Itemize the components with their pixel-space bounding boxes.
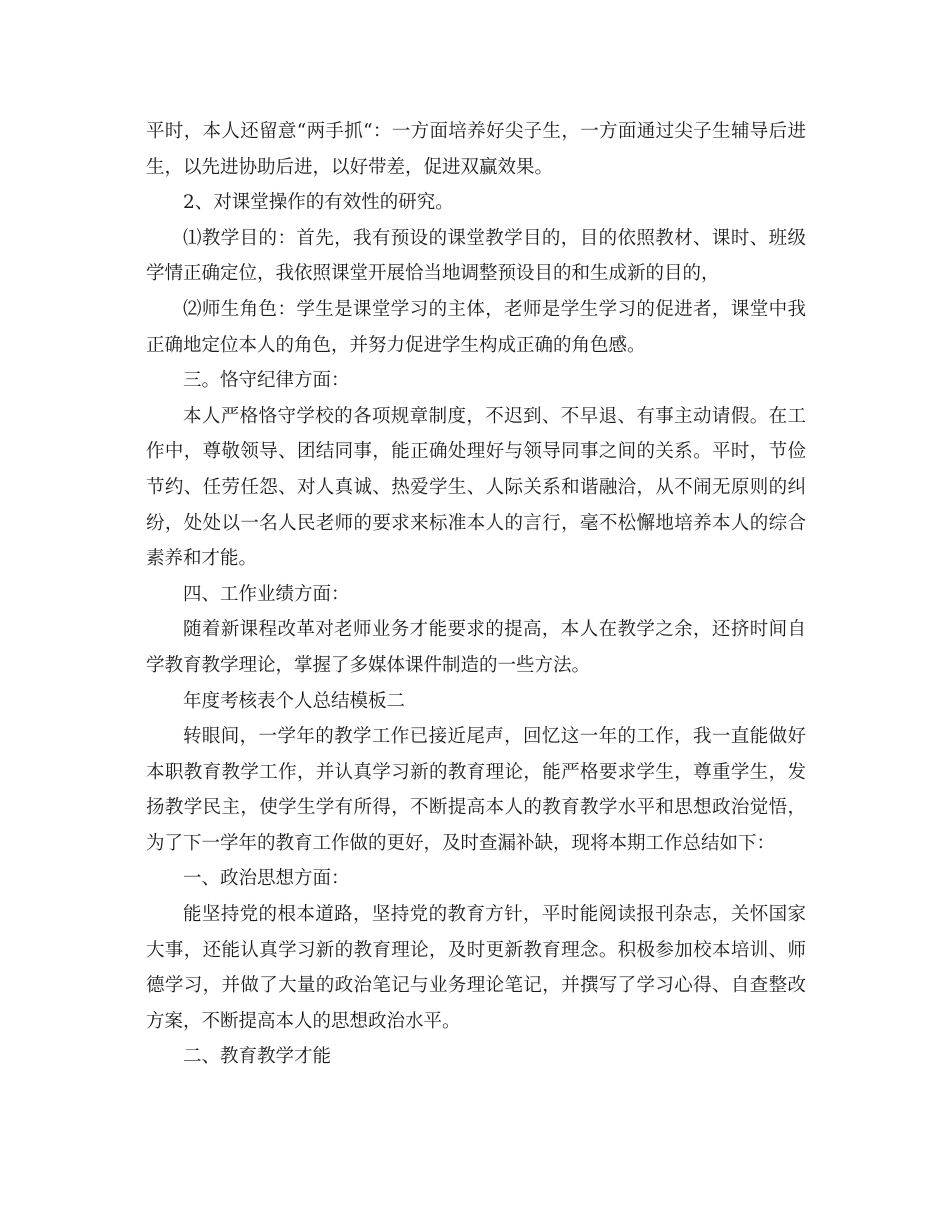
paragraph: ⑴教学目的：首先，我有预设的课堂教学目的，目的依照教材、课时、班级学情正确定位，我依照课堂开展恰当地调整预设目的和生成新的目的，: [146, 227, 806, 285]
paragraph: 随着新课程改革对老师业务才能要求的提高，本人在教学之余，还挤时间自学教育教学理论，掌握了多媒体课件制造的一些方法。: [146, 619, 806, 676]
section-heading: 二、教育教学才能: [183, 1046, 332, 1068]
section-item: 2、对课堂操作的有效性的研究。: [183, 192, 454, 214]
paragraph: 本人严格恪守学校的各项规章制度，不迟到、不早退、有事主动请假。在工作中，尊敬领导、团结同事，能正确处理好与领导同事之间的关系。平时，节俭节约、任劳任怨、对人真诚、热爱学生、人际关系和谐融洽，从不闹无原则的纠纷，处处以一名人民老师的要求来标准本人的言行，毫不松懈地培养本人的综合素养和才能。: [146, 405, 806, 570]
paragraph: ⑵师生角色：学生是课堂学习的主体，老师是学生学习的促进者，课堂中我正确地定位本人的角色，并努力促进学生构成正确的角色感。: [146, 298, 806, 356]
paragraph: 平时，本人还留意“两手抓“：一方面培养好尖子生，一方面通过尖子生辅导后进生，以先进协助后进，以好带差，促进双赢效果。: [146, 121, 806, 178]
paragraph: 转眼间，一学年的教学工作已接近尾声，回忆这一年的工作，我一直能做好本职教育教学工作，并认真学习新的教育理论，能严格要求学生，尊重学生，发扬教学民主，使学生学有所得，不断提高本人的教育教学水平和思想政治觉悟，为了下一学年的教育工作做的更好，及时查漏补缺，现将本期工作总结如下：: [146, 726, 806, 854]
section-heading: 三。恪守纪律方面：: [183, 370, 350, 392]
document-body: [146, 114, 806, 1075]
section-heading: 四、工作业绩方面：: [183, 583, 350, 605]
section-heading: 一、政治思想方面：: [183, 868, 350, 890]
paragraph: 能坚持党的根本道路，坚持党的教育方针，平时能阅读报刊杂志，关怀国家大事，还能认真学习新的教育理论，及时更新教育理念。积极参加校本培训、师德学习，并做了大量的政治笔记与业务理论笔记，并撰写了学习心得、自查整改方案，不断提高本人的思想政治水平。: [146, 904, 806, 1032]
template-title: 年度考核表个人总结模板二: [183, 690, 406, 712]
